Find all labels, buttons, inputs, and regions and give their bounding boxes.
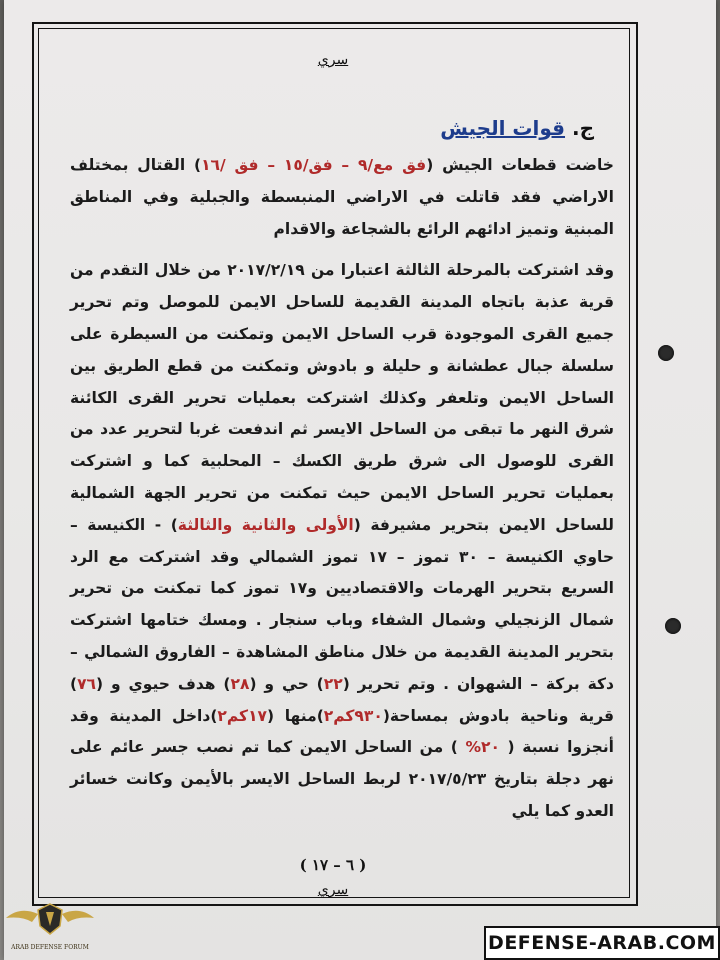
text-run: ) حي و ( [249,674,324,693]
total-area: ٩٣٠كم٢ [323,706,383,725]
count-districts: ٢٢ [323,674,343,693]
classification-top: سري [317,52,349,68]
punch-hole [658,345,674,361]
completion-percent: ٢٠% [465,738,500,757]
text-run: ) من الساحل الايمن كما تم نصب جسر عائم على نهر دجلة بتاريخ ٢٠١٧/٥/٢٣ لربط الساحل الايسر بالأيمن وكانت خسائر العدو كما يلي [70,738,614,820]
text-run: خاضت قطعات الجيش ( [426,156,614,174]
text-run: ) قرية وناحية بادوش بمساحة( [70,674,615,725]
page-number: ( ٦ – ١٧ ) [299,856,367,874]
section-heading [440,116,594,140]
count-villages: ٧٦ [77,674,97,693]
document-body [70,150,614,828]
text-run: )داخل المدينة وقد أنجزوا نسبة ( [70,706,614,757]
text-run: ) - الكنيسة – حاوي الكنيسة – ٣٠ تموز – ١٧ تموز الشمالي وقد اشتركت مع الرد السريع بتحرير الهرمات والاقتصاديين و١٧ تموز كما تمكنت من تحرير شمال الزنجيلي وشمال الشفاء وباب سنجار . ومسك ختامها اشتركت بتحرير المدينة القديمة من خلال مناطق المشاهدة – الفاروق الشمالي – دكة بركة – الشهوان . وتم تحرير ( [70,515,615,693]
city-area: ١٧كم٢ [217,706,267,725]
watermark-badge: DEFENSE-ARAB.COM [484,926,720,960]
section-title: قوات الجيش [440,116,566,140]
text-run: )منها ( [266,706,324,725]
paragraph-1 [70,150,614,245]
punch-hole [665,618,681,634]
unit-names: فق مع/٩ – فق/١٥ – فق /١٦ [201,156,427,174]
highlight-phases: الأولى والثانية والثالثة [177,515,354,534]
text-run: ) هدف حيوي و ( [96,674,231,693]
text-run: ) القتال بمختلف الاراضي فقد قاتلت في الاراضي المنبسطة والجبلية وفي المناطق المبنية وتميز ادائهم الرائع بالشجاعة والاقدام [70,156,614,238]
classification-bottom: سري [317,882,349,898]
count-targets: ٢٨ [230,674,250,693]
paragraph-2 [70,255,614,827]
section-marker: ج. [571,116,594,140]
forum-logo-text: ARAB DEFENSE FORUM [11,944,89,951]
text-run: وقد اشتركت بالمرحلة الثالثة اعتبارا من ٢٠١٧/٢/١٩ من خلال التقدم من قرية عذبة باتجاه المدينة القديمة للساحل الايمن للموصل وتم تحرير جميع القرى الموجودة قرب الساحل الايمن وتمكنت من السيطرة على سلسلة جبال عطشانة و حليلة و بادوش وتمكنت من قطع الطريق بين الساحل الايمن وتلعفر وكذلك اشتركت بعمليات تحرير القرى الكائنة شرق النهر ما تبقى من الساحل الايسر ثم اندفعت غربا لتحرير عدد من القرى للوصول الى شرق طريق الكسك – المحلبية كما و اشتركت بعمليات تحرير الساحل الايمن حيث تمكنت من تحرير الجهة الشمالية للساحل الايمن بتحرير مشيرفة ( [70,261,614,534]
